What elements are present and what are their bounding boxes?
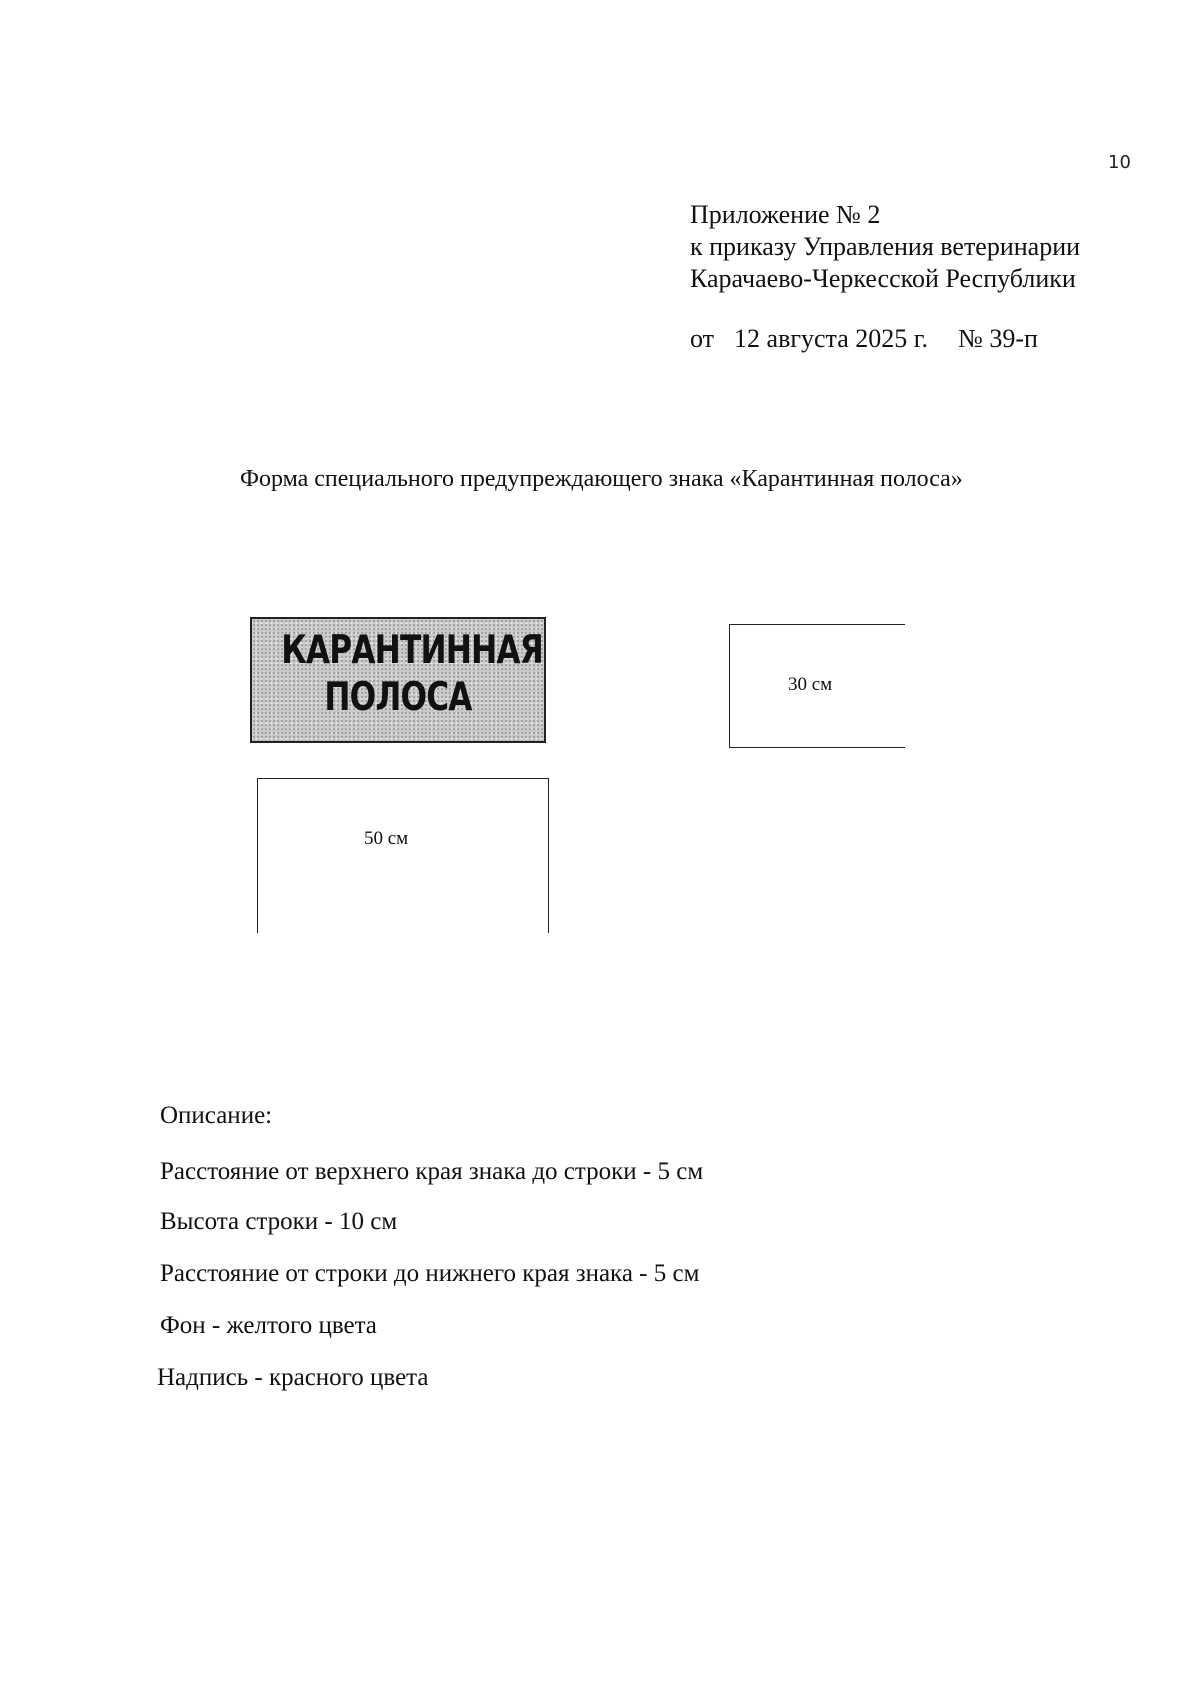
description-item: Высота строки - 10 см (160, 1208, 398, 1235)
description-item: Расстояние от верхнего края знака до строки - 5 см (160, 1158, 704, 1185)
description-item: Фон - желтого цвета (160, 1312, 377, 1339)
order-details (690, 324, 1038, 354)
order-date: 12 августа 2025 г. (734, 324, 929, 353)
description-item: Расстояние от строки до нижнего края знака - 5 см (160, 1260, 700, 1287)
height-dimension-label: 30 см (788, 674, 833, 695)
sign-text-line2: ПОЛОСА (324, 675, 472, 720)
sign-text-line1: КАРАНТИННАЯ (281, 628, 543, 673)
width-dimension-label: 50 см (364, 828, 409, 849)
annex-republic: Карачаево-Черкесской Республики (690, 264, 1076, 293)
width-dimension-bracket (257, 778, 549, 933)
description-heading: Описание: (160, 1102, 273, 1129)
annex-title: Приложение № 2 (690, 200, 881, 229)
page-number: 10 (1108, 152, 1131, 173)
annex-header (690, 199, 1080, 295)
annex-order-reference: к приказу Управления ветеринарии (690, 232, 1081, 261)
order-number: № 39-п (958, 324, 1038, 353)
form-title: Форма специального предупреждающего знака «Карантинная полоса» (240, 466, 963, 492)
order-prefix: от (690, 324, 715, 353)
quarantine-sign (250, 617, 546, 743)
description-item: Надпись - красного цвета (157, 1364, 429, 1391)
